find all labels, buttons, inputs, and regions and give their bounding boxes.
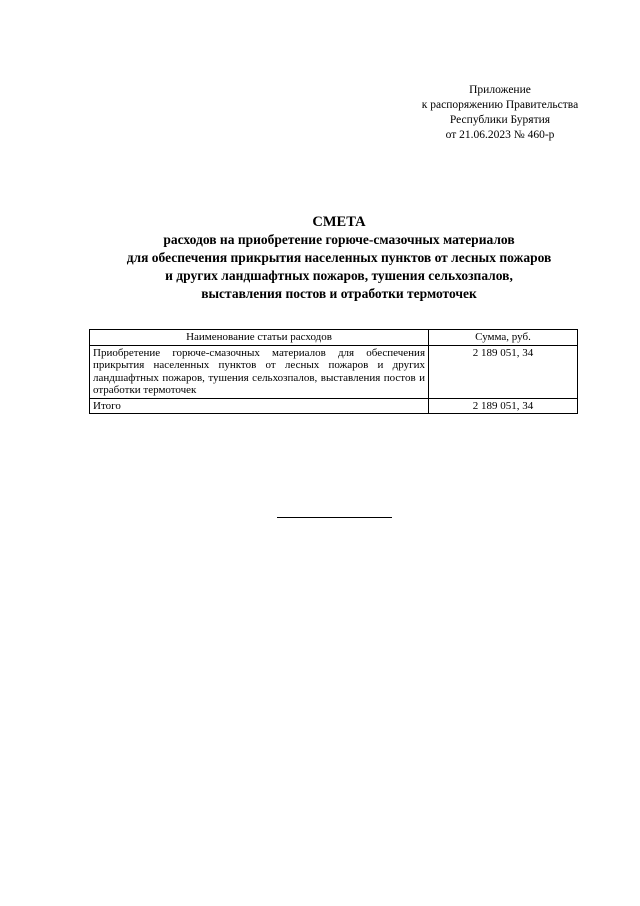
row-name: Приобретение горюче-смазочных материалов для обеспечения прикрытия населенных пунктов от лесных пожаров и других ландшафтных пожаров, тушения сельхозпалов, выставления постов и отработки термоточек	[90, 345, 429, 398]
header-sum: Сумма, руб.	[429, 330, 578, 346]
total-sum: 2 189 051, 34	[429, 398, 578, 414]
budget-table	[89, 329, 578, 414]
appendix-line-2: к распоряжению Правительства	[421, 99, 579, 111]
table-header-row	[90, 330, 578, 346]
appendix-line-4: от 21.06.2023 № 460-р	[445, 129, 555, 141]
table-row	[90, 345, 578, 398]
title-line-3: и других ландшафтных пожаров, тушения сельхозпалов,	[165, 268, 513, 283]
appendix-header	[370, 83, 630, 143]
appendix-line-1: Приложение	[469, 84, 531, 96]
title-line-2: для обеспечения прикрытия населенных пунктов от лесных пожаров	[126, 250, 552, 265]
document-title	[70, 213, 608, 303]
header-name: Наименование статьи расходов	[90, 330, 429, 346]
title-main: СМЕТА	[312, 214, 366, 230]
appendix-line-3: Республики Бурятия	[449, 114, 551, 126]
title-line-1: расходов на приобретение горюче-смазочных материалов	[163, 232, 515, 247]
row-sum: 2 189 051, 34	[429, 345, 578, 398]
title-line-4: выставления постов и отработки термоточек	[201, 286, 477, 301]
divider-line	[277, 517, 392, 518]
total-label: Итого	[90, 398, 429, 414]
table-total-row	[90, 398, 578, 414]
